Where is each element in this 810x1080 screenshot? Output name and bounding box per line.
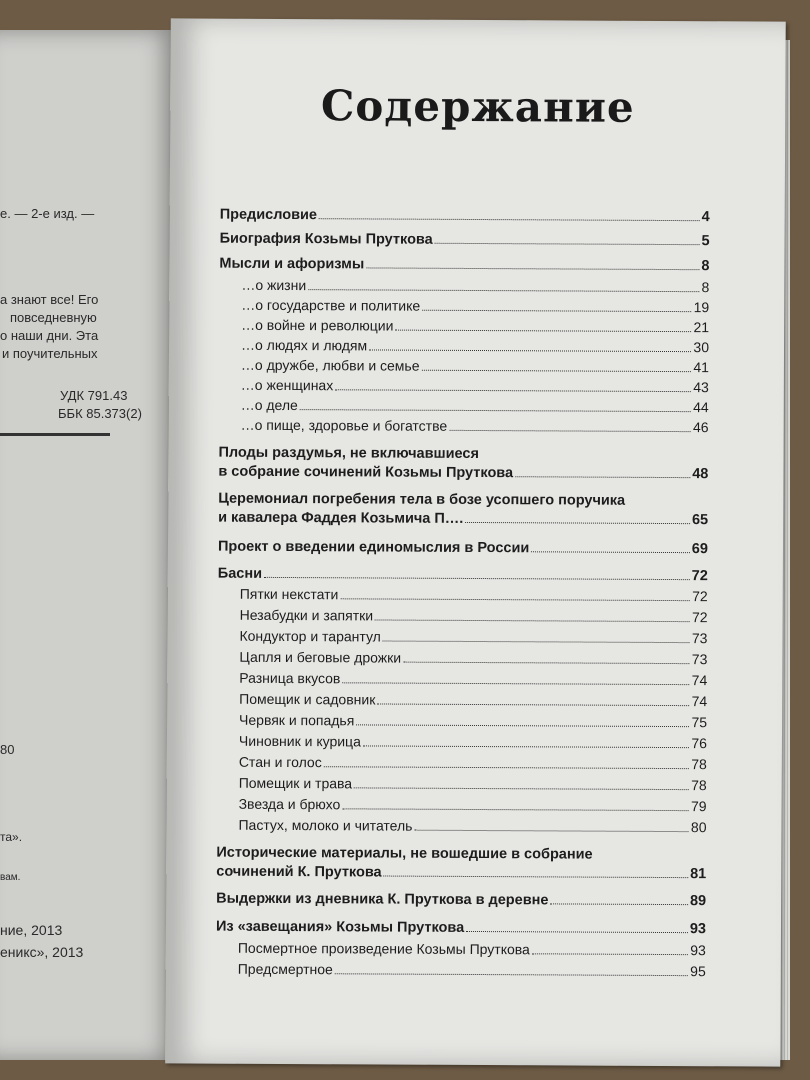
toc-entry-label: Проект о введении единомыслия в России [217,538,530,557]
dot-leader [363,745,690,748]
toc-entry [219,256,709,275]
toc-entry [218,566,708,585]
toc-entry-page: 81 [690,866,707,883]
toc-entry-label: Мысли и афоризмы [219,255,365,273]
dot-leader [375,619,690,622]
toc-entry-page: 46 [692,419,709,436]
toc-entry [218,510,708,529]
toc-entry-label: …о женщинах [240,376,334,394]
toc-entry-label: Незабудки и запятки [239,606,374,624]
toc-entry-label: сочинений К. Пруткова [216,863,382,881]
toc-entry-page: 73 [691,651,708,668]
toc-subentry [217,733,707,752]
dot-leader [531,551,690,553]
toc-subentry [219,317,709,336]
left-page-rule [0,433,110,436]
toc-entry [220,231,710,250]
dot-leader [403,662,690,665]
toc-entry-label: …о жизни [241,276,307,294]
dot-leader [435,243,700,245]
toc-entry-page: 78 [691,756,707,773]
left-page-line: вам. [0,872,21,883]
toc-subentry [217,796,707,815]
dot-leader [319,218,700,221]
toc-entry-label: Пятки некстати [239,585,339,603]
toc-subentry [219,277,709,296]
toc-entry-label: Разница вкусов [239,669,341,687]
dot-leader [308,289,699,292]
dot-leader [342,682,689,685]
toc-subentry [219,337,709,356]
toc-entry [220,207,710,226]
dot-leader [335,389,691,392]
toc-entry-page: 79 [691,798,707,815]
toc-subentry [217,649,707,668]
toc-entry-page: 72 [691,568,708,585]
toc-subentry [218,586,708,605]
toc-entry-page: 4 [701,209,710,226]
dot-leader [395,330,691,333]
toc-subentry [218,607,708,626]
toc-entry-page: 41 [693,359,709,376]
toc-entry-label: …о дружбе, любви и семье [240,356,420,374]
toc-entry-label: Пастух, молоко и читатель [238,816,413,834]
left-page-line: о наши дни. Эта [0,328,99,343]
toc-entry-page: 65 [691,512,709,529]
toc-entry-label: Из «завещания» Козьмы Пруткова [215,918,465,936]
dot-leader [384,876,688,879]
toc-subentry [217,691,707,710]
left-page [0,30,182,1060]
toc-entry-label-line1: Исторические материалы, не вошедшие в собрание [216,844,593,863]
toc-subentry [217,712,707,731]
toc-entry [218,464,708,483]
toc-entry [216,864,706,883]
toc-subentry [217,670,707,689]
toc-entry-page: 93 [689,921,707,938]
toc-entry-page: 78 [691,777,707,794]
toc-entry-page: 76 [691,735,707,752]
toc-entry-label: Стан и голос [238,753,322,771]
toc-entry-label: Посмертное произведение Козьмы Пруткова [237,939,530,958]
left-page-line: еникс», 2013 [0,944,84,960]
dot-leader [324,766,690,769]
dot-leader [366,267,699,270]
toc-subentry [216,961,706,980]
toc-entry-label: …о деле [240,396,298,414]
toc-entry-page: 43 [693,379,709,396]
toc-entry-label: Предисловие [219,206,318,224]
dot-leader [422,310,691,312]
dot-leader [264,577,690,580]
toc-entry-page: 73 [691,630,708,647]
toc-entry-page: 48 [692,466,709,483]
toc-entry-page: 21 [693,319,710,336]
dot-leader [532,953,688,955]
toc-subentry [216,940,706,959]
left-page-line: ББК 85.373(2) [58,406,142,421]
right-page [165,18,785,1066]
dot-leader [449,430,691,432]
toc-entry-label: Цапля и беговые дрожки [239,648,402,666]
dot-leader [422,370,692,372]
toc-entry-page: 30 [693,339,710,356]
left-page-line: та». [0,830,23,844]
toc-entry [218,539,708,558]
toc-subentry [219,417,709,436]
toc-subentry [216,817,706,836]
toc-entry-page: 44 [693,399,709,416]
left-page-line: УДК 791.43 [60,388,128,403]
toc-subentry [219,357,709,376]
toc-entry-page: 8 [701,279,710,296]
left-page-line: е. — 2-е изд. — [0,206,95,221]
toc-entry-page: 8 [701,258,710,275]
left-page-line: повседневную [10,310,97,325]
dot-leader [335,973,688,976]
dot-leader [300,409,691,412]
toc-entry-page: 19 [693,299,710,316]
toc-entry-label: и кавалера Фаддея Козьмича П…. [218,509,464,527]
toc-entry-page: 69 [691,541,709,558]
toc-entry-label: …о пище, здоровье и богатстве [240,416,448,434]
dot-leader [466,931,688,933]
toc-entry-page: 75 [691,714,708,731]
toc-entry-page: 89 [689,893,707,910]
toc-entry-label: в собрание сочинений Козьмы Пруткова [218,463,514,482]
toc-entry [216,919,706,938]
dot-leader [383,641,690,644]
toc-entry-label: Биография Козьмы Пруткова [219,230,433,248]
left-page-line: а знают все! Его [0,292,99,307]
toc-entry-label: …о войне и революции [241,316,394,334]
dot-leader [342,808,689,811]
dot-leader [377,703,689,706]
toc-entry-page: 72 [691,609,708,626]
left-page-line: и поучительных [2,346,98,361]
toc-subentry [217,754,707,773]
toc-entry-page: 93 [690,942,706,959]
toc-entry-label: Чиновник и курица [238,732,361,750]
dot-leader [414,830,688,832]
toc-entry-label: Кондуктор и тарантул [239,627,381,645]
toc-entry-label: Выдержки из дневника К. Пруткова в деревне [216,890,549,909]
toc-entry-page: 74 [691,693,708,710]
toc-entry-page: 95 [690,963,706,980]
toc-subentry [219,397,709,416]
table-of-contents [215,206,710,980]
dot-leader [515,476,690,478]
toc-entry-label-line1: Плоды раздумья, не включавшиеся [218,444,479,463]
toc-entry-label-line1: Церемониал погребения тела в бозе усопшего поручика [218,490,626,509]
toc-entry-page: 5 [701,233,710,250]
page-title: Содержание [320,81,635,132]
dot-leader [354,787,689,790]
toc-entry-page: 74 [691,672,708,689]
toc-entry-label: Помещик и трава [238,774,353,792]
toc-subentry [219,297,709,316]
toc-entry-label: Басни [217,565,263,582]
toc-entry [216,891,706,910]
toc-subentry [217,775,707,794]
left-page-line: 80 [0,742,15,757]
toc-entry-label: Звезда и брюхо [238,795,341,813]
toc-entry-page: 80 [690,819,707,836]
toc-subentry [219,377,709,396]
toc-subentry [217,628,707,647]
dot-leader [340,598,690,601]
dot-leader [465,522,690,524]
toc-entry-page: 72 [692,588,708,605]
toc-entry-label: …о людях и людям [240,336,368,354]
toc-entry-label: Помещик и садовник [239,690,376,708]
dot-leader [369,349,691,352]
toc-entry-label: Предсмертное [237,960,333,978]
left-page-line: ние, 2013 [0,922,63,938]
dot-leader [356,724,689,727]
toc-entry-label: Червяк и попадья [239,711,355,729]
dot-leader [550,903,688,905]
toc-entry-label: …о государстве и политике [241,296,421,314]
